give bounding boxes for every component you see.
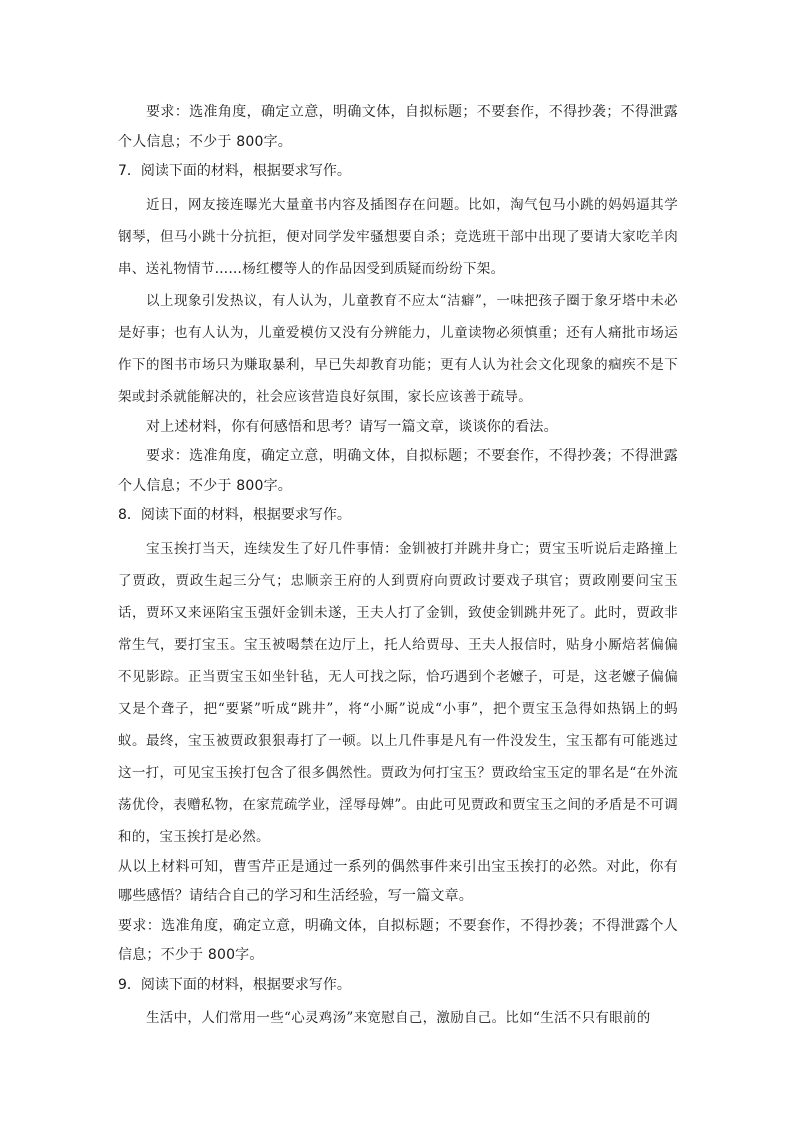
question-7-heading: 7．阅读下面的材料，根据要求写作。 bbox=[118, 163, 351, 179]
requirement-paragraph: 要求：选准角度，确定立意，明确文体，自拟标题；不要套作，不得抄袭；不得泄露个人信息；不少于 800字。 bbox=[118, 917, 678, 963]
material-paragraph: 宝玉挨打当天，连续发生了好几件事情：金钏被打并跳井身亡；贾宝玉听说后走路撞上了贾政，贾政生起三分气；忠顺亲王府的人到贾府向贾政讨要戏子琪官；贾政刚要问宝玉话，贾环又来诬陷宝玉强奸金钏未遂，王夫人打了金钏，致使金钏跳井死了。此时，贾政非常生气，要打宝玉。宝玉被喝禁在边厅上，托人给贾母、王夫人报信时，贴身小厮焙茗偏偏不见影踪。正当贾宝玉如坐针毡，无人可找之际，恰巧遇到个老嬷子，可是，这老嬷子偏偏又是个聋子，把“要紧”听成“跳井”，将“小厮”说成“小事”，把个贾宝玉急得如热锅上的蚂蚁。最终，宝玉被贾政狠狠毒打了一顿。以上几件事是凡有一件没发生，宝玉都有可能逃过这一打，可见宝玉挨打包含了很多偶然性。贾政为何打宝玉？贾政给宝玉定的罪名是“在外流荡优伶，表赠私物，在家荒疏学业，淫辱母婢”。由此可见贾政和贾宝玉之间的矛盾是不可调和的，宝玉挨打是必然。 bbox=[118, 540, 678, 845]
requirement-paragraph: 要求：选准角度，确定立意，明确文体，自拟标题；不要套作，不得抄袭；不得泄露个人信息；不少于 800字。 bbox=[118, 448, 678, 494]
material-paragraph: 以上现象引发热议，有人认为，儿童教育不应太“洁癖”，一味把孩子圈于象牙塔中未必是好事；也有人认为，儿童爱模仿又没有分辨能力，儿童读物必须慎重；还有人痛批市场运作下的图书市场只为赚取暴利，早已失却教育功能；更有人认为社会文化现象的痼疾不是下架或封杀就能解决的，社会应该营造良好氛围，家长应该善于疏导。 bbox=[118, 292, 678, 405]
requirement-paragraph: 要求：选准角度，确定立意，明确文体，自拟标题；不要套作，不得抄袭；不得泄露个人信息；不少于 800字。 bbox=[118, 104, 678, 150]
material-paragraph: 生活中，人们常用一些“心灵鸡汤”来宽慰自己，激励自己。比如“生活不只有眼前的 bbox=[146, 1010, 651, 1026]
question-8-heading: 8．阅读下面的材料，根据要求写作。 bbox=[118, 507, 351, 523]
prompt-paragraph: 对上述材料，你有何感悟和思考？请写一篇文章，谈谈你的看法。 bbox=[146, 418, 558, 435]
prompt-paragraph: 从以上材料可知，曹雪芹正是通过一系列的偶然事件来引出宝玉挨打的必然。对此，你有哪些感悟？请结合自己的学习和生活经验，写一篇文章。 bbox=[118, 858, 678, 904]
document-body bbox=[118, 98, 678, 1034]
material-paragraph: 近日，网友接连曝光大量童书内容及插图存在问题。比如，淘气包马小跳的妈妈逼其学钢琴，但马小跳十分抗拒，便对同学发牢骚想要自杀；竞选班干部中出现了要请大家吃羊肉串、送礼物情节……杨红樱等人的作品因受到质疑而纷纷下架。 bbox=[118, 196, 678, 277]
question-9-heading: 9．阅读下面的材料，根据要求写作。 bbox=[118, 976, 351, 993]
